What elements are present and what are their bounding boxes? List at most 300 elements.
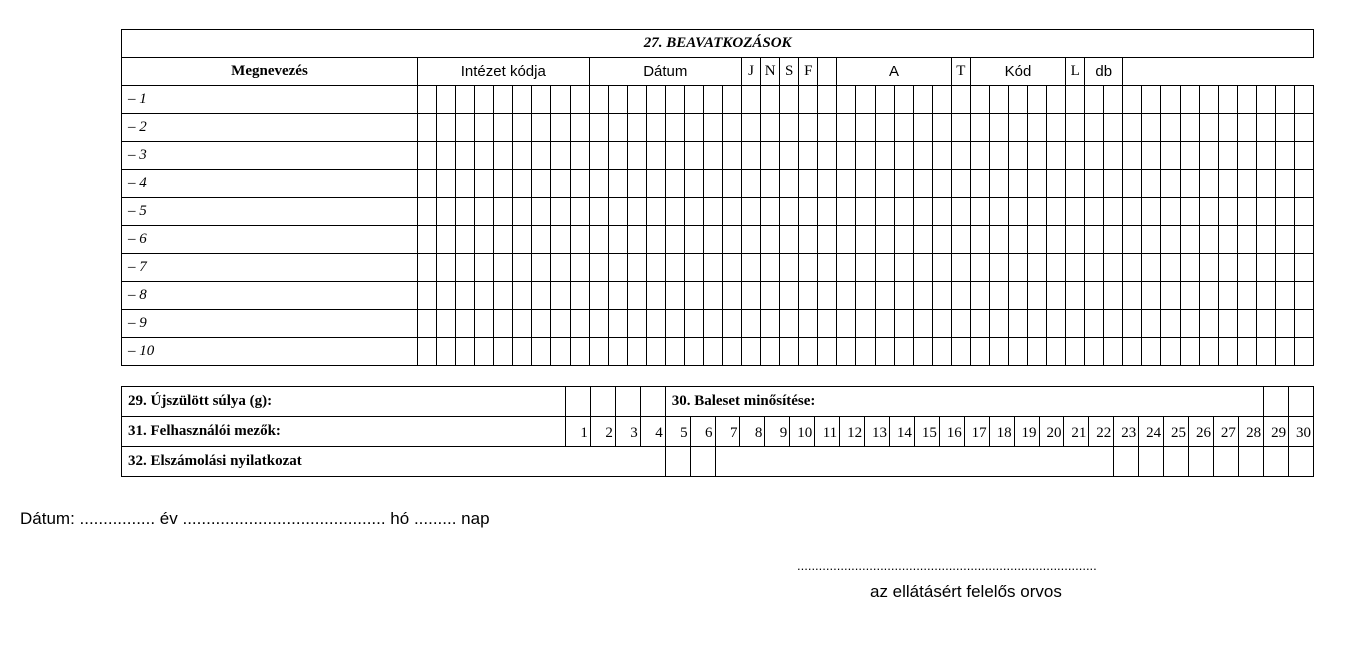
entry-cell[interactable] bbox=[532, 86, 551, 114]
entry-cell[interactable] bbox=[799, 142, 818, 170]
entry-cell[interactable] bbox=[723, 142, 742, 170]
entry-cell[interactable] bbox=[1218, 282, 1237, 310]
user-field-cell[interactable]: 30 bbox=[1289, 417, 1314, 447]
entry-cell[interactable] bbox=[1104, 86, 1123, 114]
user-field-cell[interactable]: 16 bbox=[939, 417, 964, 447]
entry-cell[interactable] bbox=[761, 338, 780, 366]
entry-cell[interactable] bbox=[437, 198, 456, 226]
entry-cell[interactable] bbox=[1199, 338, 1218, 366]
entry-cell[interactable] bbox=[1066, 254, 1085, 282]
entry-cell[interactable] bbox=[1123, 142, 1142, 170]
entry-cell[interactable] bbox=[646, 338, 665, 366]
entry-cell[interactable] bbox=[418, 338, 437, 366]
entry-cell[interactable] bbox=[875, 198, 894, 226]
entry-cell[interactable] bbox=[1028, 86, 1047, 114]
entry-cell[interactable] bbox=[970, 198, 989, 226]
entry-cell[interactable] bbox=[494, 226, 513, 254]
entry-cell[interactable] bbox=[513, 226, 532, 254]
entry-cell[interactable] bbox=[1256, 310, 1275, 338]
billing-statement-cell[interactable] bbox=[1213, 447, 1238, 477]
entry-cell[interactable] bbox=[494, 198, 513, 226]
entry-cell[interactable] bbox=[799, 338, 818, 366]
entry-cell[interactable] bbox=[856, 226, 875, 254]
entry-cell[interactable] bbox=[627, 198, 646, 226]
user-field-cell[interactable]: 27 bbox=[1213, 417, 1238, 447]
entry-cell[interactable] bbox=[1180, 142, 1199, 170]
entry-cell[interactable] bbox=[913, 86, 932, 114]
entry-cell[interactable] bbox=[532, 254, 551, 282]
entry-cell[interactable] bbox=[875, 338, 894, 366]
entry-cell[interactable] bbox=[684, 338, 703, 366]
entry-cell[interactable] bbox=[1123, 282, 1142, 310]
entry-cell[interactable] bbox=[513, 198, 532, 226]
user-field-cell[interactable]: 17 bbox=[964, 417, 989, 447]
entry-cell[interactable] bbox=[1066, 282, 1085, 310]
entry-cell[interactable] bbox=[646, 254, 665, 282]
entry-cell[interactable] bbox=[1085, 226, 1104, 254]
entry-cell[interactable] bbox=[913, 310, 932, 338]
entry-cell[interactable] bbox=[1256, 86, 1275, 114]
entry-cell[interactable] bbox=[1142, 254, 1161, 282]
entry-cell[interactable] bbox=[589, 198, 608, 226]
entry-cell[interactable] bbox=[1104, 170, 1123, 198]
entry-cell[interactable] bbox=[665, 170, 684, 198]
entry-cell[interactable] bbox=[551, 86, 570, 114]
entry-cell[interactable] bbox=[799, 86, 818, 114]
entry-cell[interactable] bbox=[894, 114, 913, 142]
entry-cell[interactable] bbox=[1180, 198, 1199, 226]
entry-cell[interactable] bbox=[456, 114, 475, 142]
user-field-cell[interactable]: 13 bbox=[865, 417, 890, 447]
entry-cell[interactable] bbox=[513, 170, 532, 198]
entry-cell[interactable] bbox=[913, 198, 932, 226]
entry-cell[interactable] bbox=[723, 254, 742, 282]
entry-cell[interactable] bbox=[570, 170, 589, 198]
entry-cell[interactable] bbox=[665, 338, 684, 366]
entry-cell[interactable] bbox=[1142, 86, 1161, 114]
entry-cell[interactable] bbox=[437, 310, 456, 338]
entry-cell[interactable] bbox=[418, 86, 437, 114]
entry-cell[interactable] bbox=[1104, 282, 1123, 310]
entry-cell[interactable] bbox=[970, 86, 989, 114]
user-field-cell[interactable]: 26 bbox=[1189, 417, 1214, 447]
entry-cell[interactable] bbox=[1104, 142, 1123, 170]
entry-cell[interactable] bbox=[1008, 142, 1027, 170]
entry-cell[interactable] bbox=[494, 114, 513, 142]
entry-cell[interactable] bbox=[456, 310, 475, 338]
entry-cell[interactable] bbox=[1180, 86, 1199, 114]
entry-cell[interactable] bbox=[856, 170, 875, 198]
entry-cell[interactable] bbox=[723, 310, 742, 338]
entry-cell[interactable] bbox=[1008, 338, 1027, 366]
entry-cell[interactable] bbox=[1047, 86, 1066, 114]
entry-cell[interactable] bbox=[1142, 310, 1161, 338]
entry-cell[interactable] bbox=[1123, 226, 1142, 254]
entry-cell[interactable] bbox=[513, 86, 532, 114]
entry-cell[interactable] bbox=[780, 86, 799, 114]
entry-cell[interactable] bbox=[475, 86, 494, 114]
entry-cell[interactable] bbox=[932, 86, 951, 114]
entry-cell[interactable] bbox=[589, 310, 608, 338]
entry-cell[interactable] bbox=[837, 198, 856, 226]
entry-cell[interactable] bbox=[1142, 198, 1161, 226]
entry-cell[interactable] bbox=[570, 86, 589, 114]
entry-cell[interactable] bbox=[513, 114, 532, 142]
entry-cell[interactable] bbox=[532, 282, 551, 310]
entry-cell[interactable] bbox=[951, 86, 970, 114]
entry-cell[interactable] bbox=[989, 338, 1008, 366]
entry-cell[interactable] bbox=[418, 170, 437, 198]
entry-cell[interactable] bbox=[1047, 310, 1066, 338]
user-field-cell[interactable]: 6 bbox=[690, 417, 715, 447]
entry-cell[interactable] bbox=[932, 254, 951, 282]
entry-cell[interactable] bbox=[723, 170, 742, 198]
entry-cell[interactable] bbox=[932, 338, 951, 366]
entry-cell[interactable] bbox=[951, 254, 970, 282]
entry-cell[interactable] bbox=[1008, 282, 1027, 310]
entry-cell[interactable] bbox=[951, 170, 970, 198]
entry-cell[interactable] bbox=[703, 114, 722, 142]
entry-cell[interactable] bbox=[1047, 170, 1066, 198]
entry-cell[interactable] bbox=[1237, 338, 1256, 366]
entry-cell[interactable] bbox=[742, 282, 761, 310]
entry-cell[interactable] bbox=[456, 170, 475, 198]
entry-cell[interactable] bbox=[742, 198, 761, 226]
entry-cell[interactable] bbox=[589, 114, 608, 142]
entry-cell[interactable] bbox=[437, 170, 456, 198]
entry-cell[interactable] bbox=[875, 142, 894, 170]
entry-cell[interactable] bbox=[1256, 282, 1275, 310]
entry-cell[interactable] bbox=[570, 338, 589, 366]
entry-cell[interactable] bbox=[913, 142, 932, 170]
billing-statement-cell[interactable] bbox=[1164, 447, 1189, 477]
entry-cell[interactable] bbox=[932, 170, 951, 198]
entry-cell[interactable] bbox=[1123, 170, 1142, 198]
entry-cell[interactable] bbox=[1161, 114, 1180, 142]
entry-cell[interactable] bbox=[684, 114, 703, 142]
user-field-cell[interactable]: 29 bbox=[1264, 417, 1289, 447]
entry-cell[interactable] bbox=[856, 86, 875, 114]
entry-cell[interactable] bbox=[1161, 170, 1180, 198]
entry-cell[interactable] bbox=[1294, 338, 1313, 366]
entry-cell[interactable] bbox=[723, 86, 742, 114]
entry-cell[interactable] bbox=[970, 114, 989, 142]
entry-cell[interactable] bbox=[703, 254, 722, 282]
entry-cell[interactable] bbox=[456, 198, 475, 226]
entry-cell[interactable] bbox=[1256, 142, 1275, 170]
entry-cell[interactable] bbox=[532, 170, 551, 198]
entry-cell[interactable] bbox=[1028, 310, 1047, 338]
entry-cell[interactable] bbox=[1237, 86, 1256, 114]
entry-cell[interactable] bbox=[1104, 114, 1123, 142]
entry-cell[interactable] bbox=[532, 226, 551, 254]
entry-cell[interactable] bbox=[551, 226, 570, 254]
entry-cell[interactable] bbox=[1161, 310, 1180, 338]
entry-cell[interactable] bbox=[951, 282, 970, 310]
entry-cell[interactable] bbox=[761, 226, 780, 254]
entry-cell[interactable] bbox=[475, 226, 494, 254]
entry-cell[interactable] bbox=[627, 170, 646, 198]
entry-cell[interactable] bbox=[665, 282, 684, 310]
entry-cell[interactable] bbox=[818, 198, 837, 226]
entry-cell[interactable] bbox=[1066, 86, 1085, 114]
newborn-weight-cell[interactable] bbox=[590, 387, 615, 417]
entry-cell[interactable] bbox=[1028, 338, 1047, 366]
entry-cell[interactable] bbox=[1199, 254, 1218, 282]
entry-cell[interactable] bbox=[1275, 142, 1294, 170]
entry-cell[interactable] bbox=[989, 254, 1008, 282]
entry-cell[interactable] bbox=[589, 254, 608, 282]
entry-cell[interactable] bbox=[989, 310, 1008, 338]
entry-cell[interactable] bbox=[646, 170, 665, 198]
entry-cell[interactable] bbox=[742, 338, 761, 366]
entry-cell[interactable] bbox=[627, 226, 646, 254]
user-field-cell[interactable]: 22 bbox=[1089, 417, 1114, 447]
billing-statement-cell[interactable] bbox=[1189, 447, 1214, 477]
entry-cell[interactable] bbox=[646, 310, 665, 338]
entry-cell[interactable] bbox=[951, 142, 970, 170]
entry-cell[interactable] bbox=[437, 338, 456, 366]
entry-cell[interactable] bbox=[1142, 114, 1161, 142]
entry-cell[interactable] bbox=[627, 254, 646, 282]
entry-cell[interactable] bbox=[1085, 170, 1104, 198]
entry-cell[interactable] bbox=[1047, 198, 1066, 226]
entry-cell[interactable] bbox=[608, 282, 627, 310]
entry-cell[interactable] bbox=[818, 170, 837, 198]
entry-cell[interactable] bbox=[1066, 114, 1085, 142]
entry-cell[interactable] bbox=[989, 226, 1008, 254]
entry-cell[interactable] bbox=[951, 338, 970, 366]
entry-cell[interactable] bbox=[1180, 170, 1199, 198]
entry-cell[interactable] bbox=[742, 142, 761, 170]
entry-cell[interactable] bbox=[1047, 226, 1066, 254]
entry-cell[interactable] bbox=[818, 310, 837, 338]
entry-cell[interactable] bbox=[742, 170, 761, 198]
entry-cell[interactable] bbox=[894, 310, 913, 338]
entry-cell[interactable] bbox=[1275, 338, 1294, 366]
entry-cell[interactable] bbox=[1275, 198, 1294, 226]
entry-cell[interactable] bbox=[1123, 86, 1142, 114]
entry-cell[interactable] bbox=[1142, 226, 1161, 254]
user-field-cell[interactable]: 12 bbox=[840, 417, 865, 447]
billing-statement-cell[interactable] bbox=[1264, 447, 1289, 477]
entry-cell[interactable] bbox=[1123, 254, 1142, 282]
entry-cell[interactable] bbox=[723, 282, 742, 310]
entry-cell[interactable] bbox=[780, 142, 799, 170]
entry-cell[interactable] bbox=[818, 254, 837, 282]
entry-cell[interactable] bbox=[1066, 310, 1085, 338]
user-field-cell[interactable]: 8 bbox=[740, 417, 765, 447]
entry-cell[interactable] bbox=[742, 254, 761, 282]
entry-cell[interactable] bbox=[665, 226, 684, 254]
entry-cell[interactable] bbox=[1085, 282, 1104, 310]
entry-cell[interactable] bbox=[475, 310, 494, 338]
entry-cell[interactable] bbox=[1066, 338, 1085, 366]
user-field-cell[interactable]: 14 bbox=[889, 417, 914, 447]
entry-cell[interactable] bbox=[1275, 310, 1294, 338]
entry-cell[interactable] bbox=[1085, 142, 1104, 170]
entry-cell[interactable] bbox=[894, 254, 913, 282]
billing-statement-cell[interactable] bbox=[665, 447, 690, 477]
entry-cell[interactable] bbox=[1028, 170, 1047, 198]
entry-cell[interactable] bbox=[494, 282, 513, 310]
entry-cell[interactable] bbox=[1275, 254, 1294, 282]
entry-cell[interactable] bbox=[1180, 226, 1199, 254]
entry-cell[interactable] bbox=[1180, 254, 1199, 282]
newborn-weight-cell[interactable] bbox=[615, 387, 640, 417]
entry-cell[interactable] bbox=[761, 142, 780, 170]
entry-cell[interactable] bbox=[1256, 338, 1275, 366]
entry-cell[interactable] bbox=[761, 254, 780, 282]
entry-cell[interactable] bbox=[970, 282, 989, 310]
entry-cell[interactable] bbox=[1142, 338, 1161, 366]
entry-cell[interactable] bbox=[684, 254, 703, 282]
entry-cell[interactable] bbox=[703, 142, 722, 170]
entry-cell[interactable] bbox=[1294, 114, 1313, 142]
entry-cell[interactable] bbox=[1161, 142, 1180, 170]
user-field-cell[interactable]: 2 bbox=[590, 417, 615, 447]
entry-cell[interactable] bbox=[894, 198, 913, 226]
entry-cell[interactable] bbox=[856, 282, 875, 310]
entry-cell[interactable] bbox=[799, 198, 818, 226]
entry-cell[interactable] bbox=[456, 338, 475, 366]
entry-cell[interactable] bbox=[418, 254, 437, 282]
entry-cell[interactable] bbox=[513, 282, 532, 310]
entry-cell[interactable] bbox=[665, 142, 684, 170]
entry-cell[interactable] bbox=[913, 254, 932, 282]
entry-cell[interactable] bbox=[437, 254, 456, 282]
entry-cell[interactable] bbox=[1237, 310, 1256, 338]
entry-cell[interactable] bbox=[1218, 310, 1237, 338]
entry-cell[interactable] bbox=[932, 198, 951, 226]
billing-statement-cell[interactable] bbox=[1238, 447, 1263, 477]
entry-cell[interactable] bbox=[723, 226, 742, 254]
entry-cell[interactable] bbox=[1218, 254, 1237, 282]
entry-cell[interactable] bbox=[1218, 170, 1237, 198]
entry-cell[interactable] bbox=[780, 254, 799, 282]
entry-cell[interactable] bbox=[837, 226, 856, 254]
entry-cell[interactable] bbox=[818, 226, 837, 254]
entry-cell[interactable] bbox=[1237, 282, 1256, 310]
entry-cell[interactable] bbox=[513, 254, 532, 282]
entry-cell[interactable] bbox=[475, 114, 494, 142]
entry-cell[interactable] bbox=[1123, 198, 1142, 226]
entry-cell[interactable] bbox=[818, 86, 837, 114]
entry-cell[interactable] bbox=[856, 338, 875, 366]
entry-cell[interactable] bbox=[951, 310, 970, 338]
entry-cell[interactable] bbox=[970, 142, 989, 170]
entry-cell[interactable] bbox=[551, 282, 570, 310]
entry-cell[interactable] bbox=[1047, 338, 1066, 366]
entry-cell[interactable] bbox=[475, 170, 494, 198]
entry-cell[interactable] bbox=[1066, 198, 1085, 226]
entry-cell[interactable] bbox=[1008, 170, 1027, 198]
entry-cell[interactable] bbox=[551, 254, 570, 282]
entry-cell[interactable] bbox=[1123, 310, 1142, 338]
entry-cell[interactable] bbox=[875, 170, 894, 198]
entry-cell[interactable] bbox=[1008, 310, 1027, 338]
billing-statement-cell[interactable] bbox=[1289, 447, 1314, 477]
entry-cell[interactable] bbox=[1028, 254, 1047, 282]
user-field-cell[interactable]: 7 bbox=[715, 417, 740, 447]
entry-cell[interactable] bbox=[513, 310, 532, 338]
entry-cell[interactable] bbox=[799, 226, 818, 254]
entry-cell[interactable] bbox=[780, 282, 799, 310]
entry-cell[interactable] bbox=[646, 142, 665, 170]
entry-cell[interactable] bbox=[608, 254, 627, 282]
entry-cell[interactable] bbox=[646, 86, 665, 114]
entry-cell[interactable] bbox=[1199, 86, 1218, 114]
user-field-cell[interactable]: 25 bbox=[1164, 417, 1189, 447]
entry-cell[interactable] bbox=[761, 198, 780, 226]
entry-cell[interactable] bbox=[1161, 338, 1180, 366]
user-field-cell[interactable]: 23 bbox=[1114, 417, 1139, 447]
entry-cell[interactable] bbox=[627, 338, 646, 366]
entry-cell[interactable] bbox=[1294, 226, 1313, 254]
entry-cell[interactable] bbox=[970, 226, 989, 254]
entry-cell[interactable] bbox=[1275, 282, 1294, 310]
entry-cell[interactable] bbox=[494, 310, 513, 338]
entry-cell[interactable] bbox=[646, 114, 665, 142]
entry-cell[interactable] bbox=[970, 338, 989, 366]
entry-cell[interactable] bbox=[627, 282, 646, 310]
entry-cell[interactable] bbox=[1104, 310, 1123, 338]
entry-cell[interactable] bbox=[1275, 86, 1294, 114]
entry-cell[interactable] bbox=[856, 198, 875, 226]
entry-cell[interactable] bbox=[1218, 142, 1237, 170]
entry-cell[interactable] bbox=[856, 310, 875, 338]
entry-cell[interactable] bbox=[1275, 226, 1294, 254]
entry-cell[interactable] bbox=[1180, 338, 1199, 366]
entry-cell[interactable] bbox=[608, 86, 627, 114]
entry-cell[interactable] bbox=[1104, 254, 1123, 282]
entry-cell[interactable] bbox=[1218, 86, 1237, 114]
entry-cell[interactable] bbox=[780, 170, 799, 198]
entry-cell[interactable] bbox=[570, 282, 589, 310]
entry-cell[interactable] bbox=[703, 86, 722, 114]
newborn-weight-cell[interactable] bbox=[566, 387, 591, 417]
entry-cell[interactable] bbox=[551, 338, 570, 366]
entry-cell[interactable] bbox=[475, 198, 494, 226]
entry-cell[interactable] bbox=[894, 142, 913, 170]
entry-cell[interactable] bbox=[665, 198, 684, 226]
user-field-cell[interactable]: 4 bbox=[640, 417, 665, 447]
entry-cell[interactable] bbox=[780, 114, 799, 142]
entry-cell[interactable] bbox=[932, 282, 951, 310]
entry-cell[interactable] bbox=[627, 86, 646, 114]
entry-cell[interactable] bbox=[1237, 142, 1256, 170]
entry-cell[interactable] bbox=[932, 226, 951, 254]
entry-cell[interactable] bbox=[608, 142, 627, 170]
entry-cell[interactable] bbox=[684, 282, 703, 310]
entry-cell[interactable] bbox=[1256, 254, 1275, 282]
entry-cell[interactable] bbox=[970, 310, 989, 338]
entry-cell[interactable] bbox=[532, 142, 551, 170]
entry-cell[interactable] bbox=[494, 338, 513, 366]
entry-cell[interactable] bbox=[1180, 114, 1199, 142]
entry-cell[interactable] bbox=[723, 338, 742, 366]
entry-cell[interactable] bbox=[742, 310, 761, 338]
entry-cell[interactable] bbox=[761, 86, 780, 114]
entry-cell[interactable] bbox=[1047, 142, 1066, 170]
user-field-cell[interactable]: 24 bbox=[1139, 417, 1164, 447]
entry-cell[interactable] bbox=[494, 86, 513, 114]
entry-cell[interactable] bbox=[1180, 310, 1199, 338]
entry-cell[interactable] bbox=[703, 310, 722, 338]
entry-cell[interactable] bbox=[1047, 282, 1066, 310]
entry-cell[interactable] bbox=[437, 142, 456, 170]
entry-cell[interactable] bbox=[665, 254, 684, 282]
